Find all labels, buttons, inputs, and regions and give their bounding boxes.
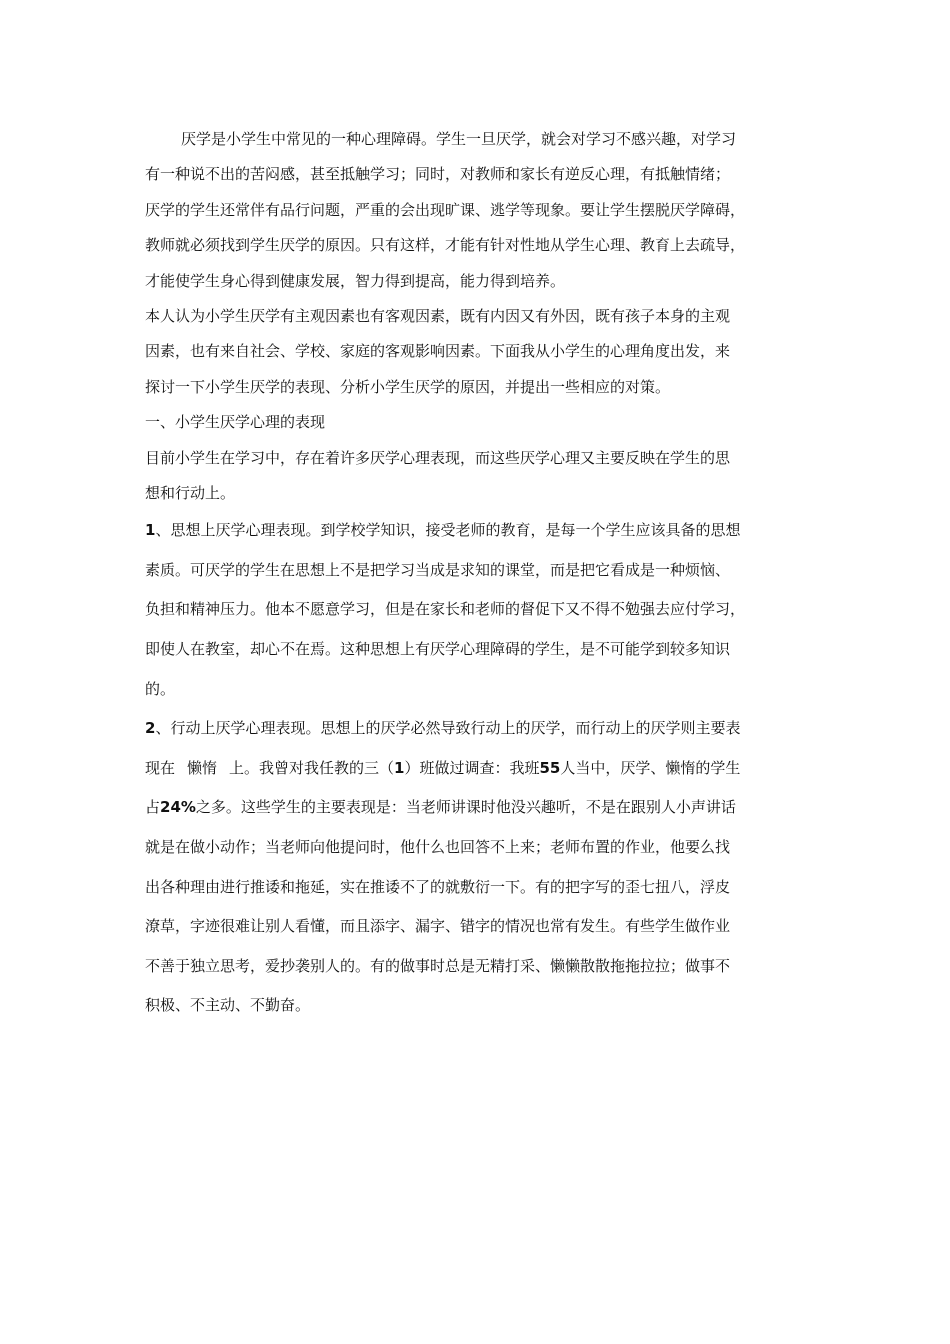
text-fragment: 人当中，厌学、懒惰的学生 — [560, 758, 741, 777]
text-line: 积极、不主动、不勤奋。 — [145, 996, 311, 1015]
text-line: 才能使学生身心得到健康发展，智力得到提高，能力得到培养。 — [145, 271, 566, 290]
text-line — [145, 709, 810, 749]
text-line: 探讨一下小学生厌学的表现、分析小学生厌学的原因，并提出一些相应的对策。 — [145, 377, 671, 396]
paragraph-factors — [145, 299, 810, 405]
class-number: 1 — [394, 758, 405, 777]
text-fragment: 占 — [145, 798, 161, 817]
text-line — [145, 749, 810, 789]
item-number: 1 — [145, 521, 156, 540]
text-fragment: 上。我曾对我任教的三（ — [229, 758, 395, 777]
item-number: 2 — [145, 719, 156, 738]
text-fragment: 之多。这些学生的主要表现是：当老师讲课时他没兴趣听，不是在跟别人小声讲话 — [195, 798, 736, 817]
text-line: 本人认为小学生厌学有主观因素也有客观因素，既有内因又有外因，既有孩子本身的主观 — [145, 306, 731, 325]
text-line: 负担和精神压力。他本不愿意学习，但是在家长和老师的督促下又不得不勉强去应付学习， — [145, 600, 746, 619]
text-line: 素质。可厌学的学生在思想上不是把学习当成是求知的课堂，而是把它看成是一种烦恼、 — [145, 560, 731, 579]
text-line — [145, 788, 810, 828]
item-text: 、思想上厌学心理表现。到学校学知识，接受老师的教育，是每一个学生应该具备的思想 — [155, 521, 741, 540]
text-line: 想和行动上。 — [145, 483, 236, 502]
text-line: 潦草，字迹很难让别人看懂，而且添字、漏字、错字的情况也常有发生。有些学生做作业 — [145, 917, 731, 936]
text-line: 教师就必须找到学生厌学的原因。只有这样，才能有针对性地从学生心理、教育上去疏导， — [145, 236, 746, 255]
student-count: 55 — [539, 758, 561, 777]
section-heading: 一、小学生厌学心理的表现 — [145, 413, 326, 432]
percentage: 24% — [160, 798, 196, 817]
item-text: 、行动上厌学心理表现。思想上的厌学必然导致行动上的厌学，而行动上的厌学则主要表 — [155, 719, 741, 738]
text-fragment: ）班做过调查：我班 — [404, 758, 540, 777]
text-fragment: 懒惰 — [187, 758, 218, 777]
text-line — [145, 511, 810, 551]
text-line: 有一种说不出的苦闷感，甚至抵触学习；同时，对教师和家长有逆反心理，有抵触情绪； — [145, 165, 731, 184]
text-line: 即使人在教室，却心不在焉。这种思想上有厌学心理障碍的学生，是不可能学到较多知识 — [145, 640, 731, 659]
text-fragment: 现在 — [145, 758, 176, 777]
list-item-action — [145, 709, 810, 1026]
text-line: 的。 — [145, 679, 176, 698]
text-line: 因素，也有来自社会、学校、家庭的客观影响因素。下面我从小学生的心理角度出发，来 — [145, 342, 731, 361]
document-body — [145, 122, 810, 1026]
text-line: 厌学的学生还常伴有品行问题，严重的会出现旷课、逃学等现象。要让学生摆脱厌学障碍， — [145, 200, 746, 219]
text-line: 出各种理由进行推诿和拖延，实在推诿不了的就敷衍一下。有的把字写的歪七扭八，浮皮 — [145, 877, 731, 896]
list-item-thought — [145, 511, 810, 709]
text-line: 目前小学生在学习中，存在着许多厌学心理表现，而这些厌学心理又主要反映在学生的思 — [145, 448, 731, 467]
text-line: 不善于独立思考，爱抄袭别人的。有的做事时总是无精打采、懒懒散散拖拖拉拉；做事不 — [145, 956, 731, 975]
text-line: 就是在做小动作；当老师向他提问时，他什么也回答不上来；老师布置的作业，他要么找 — [145, 838, 731, 857]
paragraph-overview — [145, 441, 810, 512]
paragraph-intro — [145, 122, 810, 299]
text-line: 厌学是小学生中常见的一种心理障碍。学生一旦厌学，就会对学习不感兴趣，对学习 — [181, 130, 737, 148]
